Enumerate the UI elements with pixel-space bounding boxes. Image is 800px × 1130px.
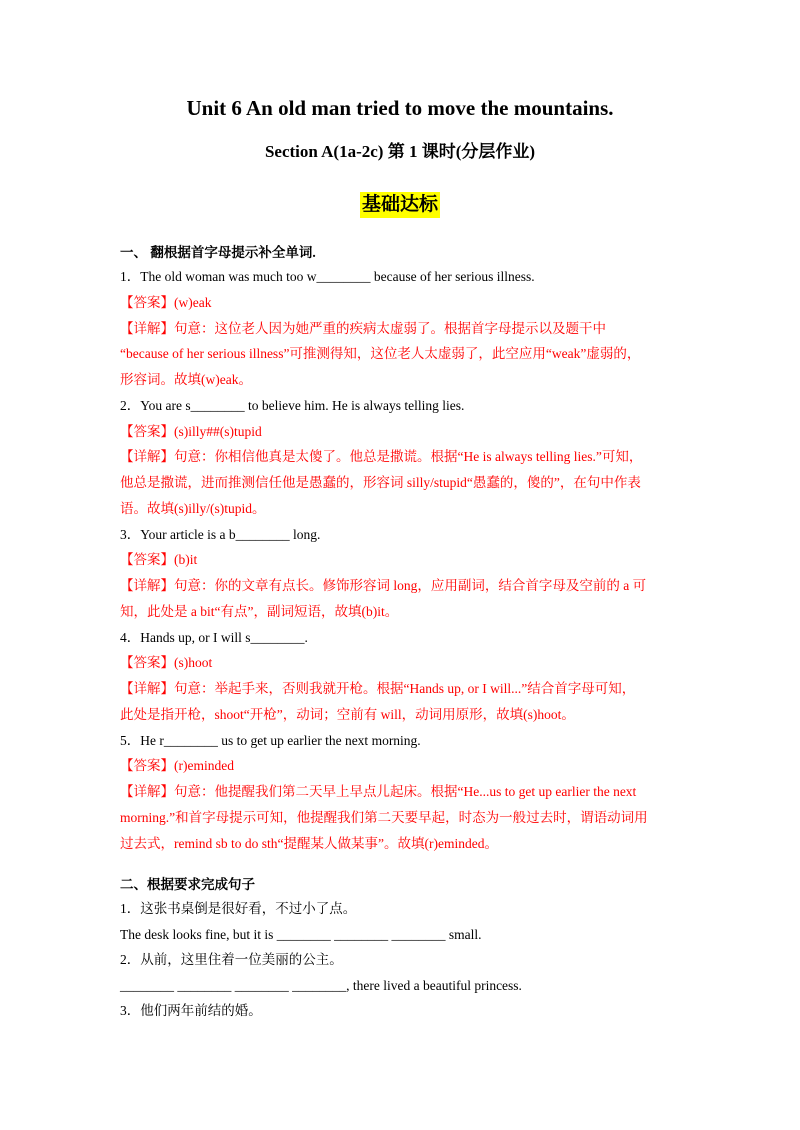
level-banner [0, 192, 800, 218]
section2 [120, 874, 680, 1024]
answer-line: 【详解】句意：你的文章有点长。修饰形容词 long，应用副词，结合首字母及空前的 a 可 [120, 578, 647, 593]
answer-line: 【答案】(s)illy##(s)tupid [120, 423, 262, 439]
level-label: 基础达标 [360, 192, 440, 218]
answer-line: morning.”和首字母提示可知，他提醒我们第二天要早起，时态为一般过去时，谓语动词用 [120, 809, 648, 825]
answer-line: 形容词。故填(w)eak。 [120, 372, 252, 387]
question-line: 4．Hands up, or I will s________. [120, 629, 308, 645]
answer-line: 【答案】(b)it [120, 552, 198, 568]
answer-line: 他总是撒谎，进而推测信任他是愚蠢的，形容词 silly/stupid“愚蠢的，傻的”，在句中作表 [120, 475, 641, 490]
section2-body [120, 896, 680, 1024]
question-line: 3．他们两年前结的婚。 [120, 1003, 262, 1019]
section-spacer [120, 856, 680, 874]
answer-line: 【详解】句意：举起手来，否则我就开枪。根据“Hands up, or I will...”结合首字母可知， [120, 681, 636, 696]
answer-line: 语。故填(s)illy/(s)tupid。 [120, 500, 266, 516]
section2-heading: 二、根据要求完成句子 [120, 877, 255, 893]
answer-line: 【答案】(w)eak [120, 294, 212, 310]
question-line: ________ ________ ________ ________, there lived a beautiful princess. [120, 977, 522, 993]
answer-line: 【详解】句意：这位老人因为她严重的疾病太虚弱了。根据首字母提示以及题干中 [120, 320, 606, 336]
section1-body [120, 264, 680, 856]
question-line: 2．You are s________ to believe him. He is always telling lies. [120, 397, 465, 413]
section1-heading: 一、 翻根据首字母提示补全单词. [120, 245, 316, 260]
answer-line: 此处是指开枪，shoot“开枪”，动词；空前有 will，动词用原形，故填(s)hoot。 [120, 706, 575, 722]
answer-line: 【详解】句意：他提醒我们第二天早上早点儿起床。根据“He...us to get up earlier the next [120, 784, 637, 799]
question-line: The desk looks fine, but it is ________ ________ ________ small. [120, 926, 482, 942]
question-line: 1．这张书桌倒是很好看，不过小了点。 [120, 901, 357, 917]
question-line: 5．He r________ us to get up earlier the next morning. [120, 732, 421, 748]
question-line: 2．从前，这里住着一位美丽的公主。 [120, 952, 343, 968]
worksheet-content [120, 242, 680, 1024]
answer-line: “because of her serious illness”可推测得知，这位老人太虚弱了，此空应用“weak”虚弱的， [120, 346, 641, 362]
answer-line: 【答案】(s)hoot [120, 655, 213, 671]
answer-line: 过去式，remind sb to do sth“提醒某人做某事”。故填(r)eminded。 [120, 835, 498, 851]
answer-line: 【答案】(r)eminded [120, 758, 234, 774]
question-line: 3．Your article is a b________ long. [120, 526, 321, 542]
answer-line: 【详解】句意：你相信他真是太傻了。他总是撒谎。根据“He is always telling lies.”可知， [120, 449, 643, 465]
page-title: Unit 6 An old man tried to move the mountains. [186, 96, 614, 120]
answer-line: 知，此处是 a bit“有点”，副词短语，故填(b)it。 [120, 603, 399, 619]
question-line: 1．The old woman was much too w________ because of her serious illness. [120, 269, 535, 284]
page-subtitle: Section A(1a-2c) 第 1 课时(分层作业) [264, 142, 536, 161]
